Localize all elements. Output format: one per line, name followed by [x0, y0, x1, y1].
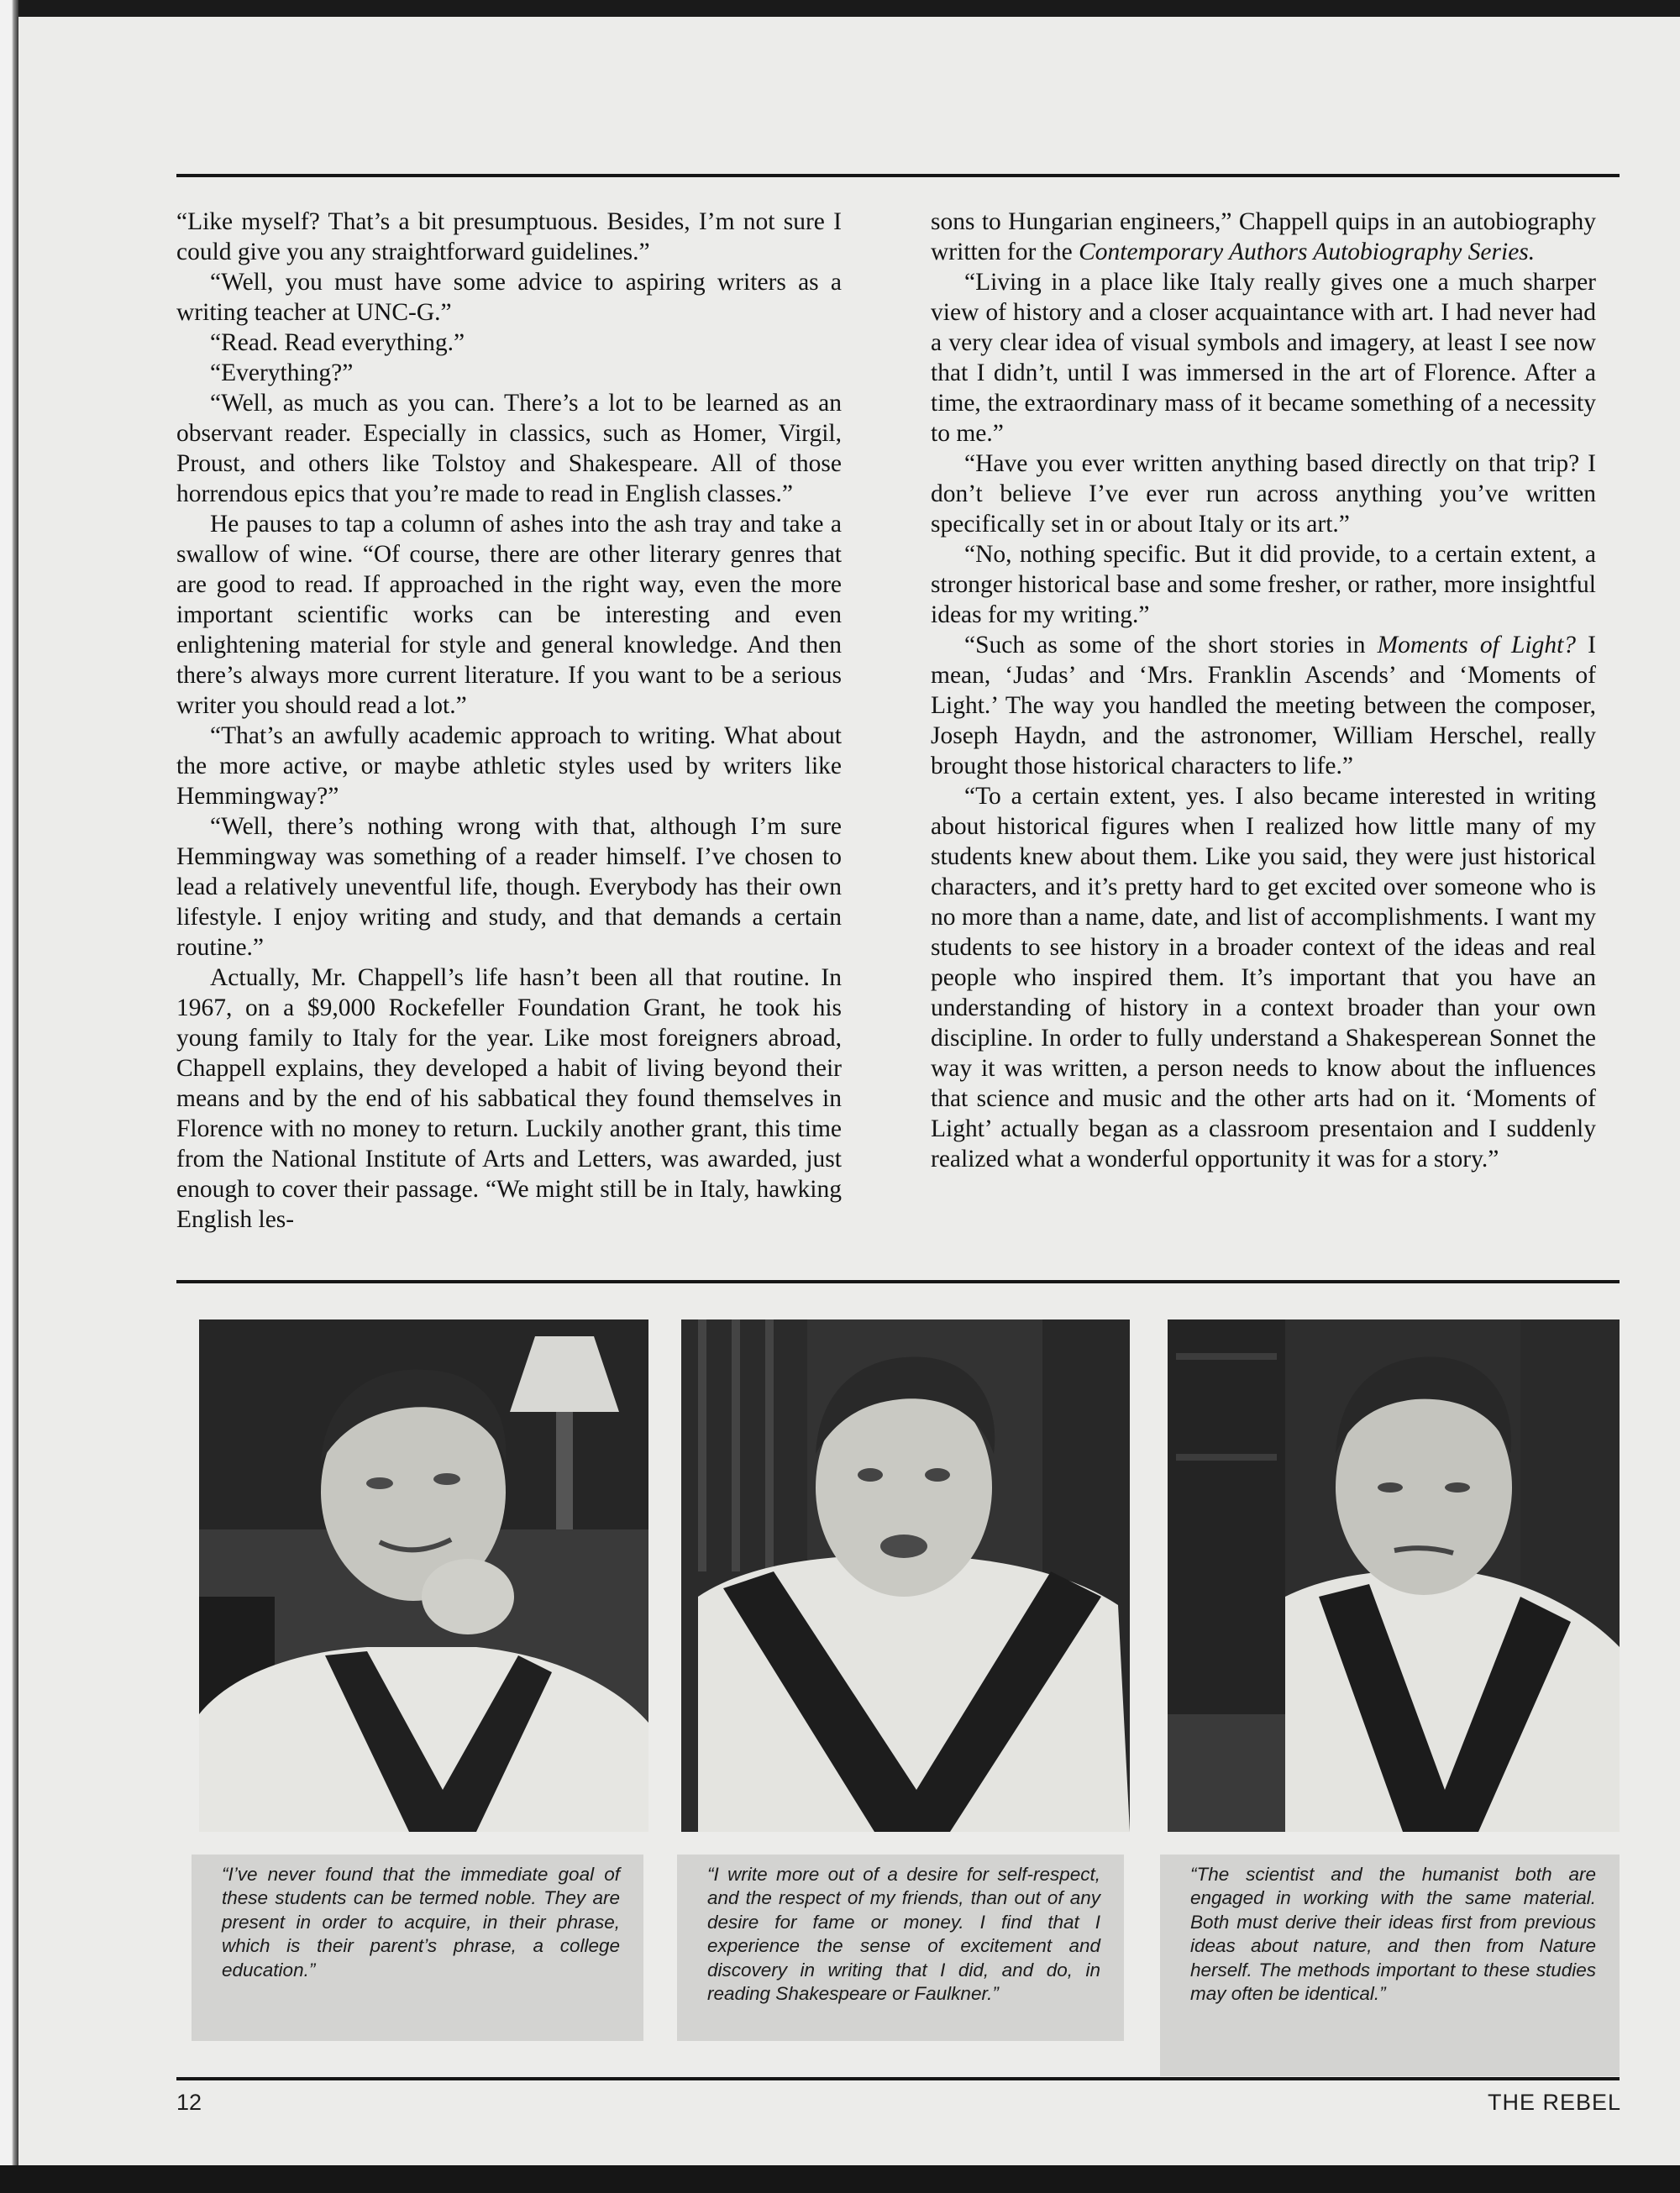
portrait-illustration — [199, 1319, 648, 1832]
paragraph: “That’s an awfully academic approach to writing. What about the more active, or maybe athletic styles used by writers like Hemmingway?” — [176, 722, 842, 810]
photo-caption: “I write more out of a desire for self-respect, and the respect of my friends, than out of any desire for fame or money. I find that I experience the sense of excitement and discovery in writing that I did, and do, in reading Shakespeare or Faulkner.” — [677, 1855, 1124, 2041]
book-title: Moments of Light? — [1377, 632, 1577, 658]
paragraph-continuation — [931, 207, 1596, 267]
photo-smiling-portrait — [199, 1319, 648, 1832]
photo-speaking-portrait — [681, 1319, 1130, 1832]
portrait-illustration — [1168, 1319, 1620, 1832]
article-right-column — [931, 207, 1596, 1174]
page-number: 12 — [176, 2090, 202, 2115]
photo-caption: “The scientist and the humanist both are engaged in working with the same material. Both must derive their ideas first from previous ideas about nature, and then from Nature herself. The methods important to these studies may often be identical.” — [1160, 1855, 1620, 2076]
paragraph: “Living in a place like Italy really gives one a much sharper view of history and a closer acquaintance with art. I had never had a very clear idea of visual symbols and imagery, at least I see now that I didn’t, until I was immersed in the art of Florence. After a time, the extraordinary mass of it became something of a necessity to me.” — [931, 269, 1596, 447]
photo-thoughtful-portrait — [1168, 1319, 1620, 1832]
portrait-illustration — [681, 1319, 1130, 1832]
bottom-rule — [176, 2077, 1620, 2080]
top-rule — [176, 174, 1620, 177]
paragraph: “Everything?” — [210, 359, 354, 386]
paragraph-moments — [931, 630, 1596, 781]
middle-rule — [176, 1280, 1620, 1283]
paragraph: “Like myself? That’s a bit presumptuous. Besides, I’m not sure I could give you any straightforward guidelines.” — [176, 208, 842, 265]
paragraph: Actually, Mr. Chappell’s life hasn’t been all that routine. In 1967, on a $9,000 Rockefeller Foundation Grant, he took his young family to Italy for the year. Like most foreigners abroad, Chappell explains, they developed a habit of living beyond their means and by the end of his sabbatical they found themselves in Florence with no money to return. Luckily another grant, this time from the National Institute of Arts and Letters, was awarded, just enough to cover their passage. “We might still be in Italy, hawking English les- — [176, 964, 842, 1233]
paragraph: “To a certain extent, yes. I also became interested in writing about historical figures when I realized how little many of my students knew about them. Like you said, they were just historical characters, and it’s pretty hard to get excited over someone who is no more than a name, date, and list of accomplishments. I want my students to see history in a broader context of the ideas and real people who inspired them. It’s important that you have an understanding of history in a context broader than your own discipline. In order to fully understand a Shakesperean Sonnet the way it was written, a person needs to know about the influences that science and music and the other arts had on it. ‘Moments of Light’ actually began as a classroom presentaion and I suddenly realized what a wonderful opportunity it was for a story.” — [931, 783, 1596, 1173]
paragraph: “Read. Read everything.” — [210, 329, 465, 356]
paragraph: “Well, as much as you can. There’s a lot to be learned as an observant reader. Especially in classics, such as Homer, Virgil, Proust, and others like Tolstoy and Shakespeare. All of those horrendous epics that you’re made to read in English classes.” — [176, 390, 842, 507]
photo-caption: “I’ve never found that the immediate goal of these students can be termed noble. They are present in order to acquire, in their phrase, which is their parent’s phrase, a college education.” — [192, 1855, 643, 2041]
series-title: Contemporary Authors Autobiography Series. — [1079, 239, 1536, 265]
scan-border — [0, 2165, 1680, 2193]
article-left-column — [176, 207, 842, 1235]
paragraph: He pauses to tap a column of ashes into the ash tray and take a swallow of wine. “Of course, there are other literary genres that are good to read. If approached in the right way, even the more important scientific works can be interesting and even enlightening material for style and general knowledge. And then there’s always more current literature. If you want to be a serious writer you should read a lot.” — [176, 511, 842, 719]
page-binding-edge — [0, 0, 18, 2193]
publication-name: THE REBEL — [1487, 2090, 1621, 2115]
paragraph: “Well, there’s nothing wrong with that, although I’m sure Hemmingway was something of a reader himself. I’ve chosen to lead a relatively uneventful life, though. Everybody has their own lifestyle. I enjoy writing and study, and that demands a certain routine.” — [176, 813, 842, 961]
moments-text-after: I mean, ‘Judas’ and ‘Mrs. Franklin Ascends’ and ‘Moments of Light.’ The way you handled the meeting between the composer, Joseph Haydn, and the astronomer, William Herschel, really brought those historical characters to life.” — [931, 632, 1596, 779]
moments-text-before: “Such as some of the short stories in — [964, 632, 1378, 658]
continuation-text: sons to Hungarian engineers,” Chappell quips in an autobiography written for the — [931, 208, 1596, 265]
paragraph: “Have you ever written anything based directly on that trip? I don’t believe I’ve ever run across anything you’ve written specifically set in or about Italy or its art.” — [931, 450, 1596, 538]
paragraph: “Well, you must have some advice to aspiring writers as a writing teacher at UNC-G.” — [176, 269, 842, 326]
paragraph: “No, nothing specific. But it did provide, to a certain extent, a stronger historical base and some fresher, or rather, more insightful ideas for my writing.” — [931, 541, 1596, 628]
